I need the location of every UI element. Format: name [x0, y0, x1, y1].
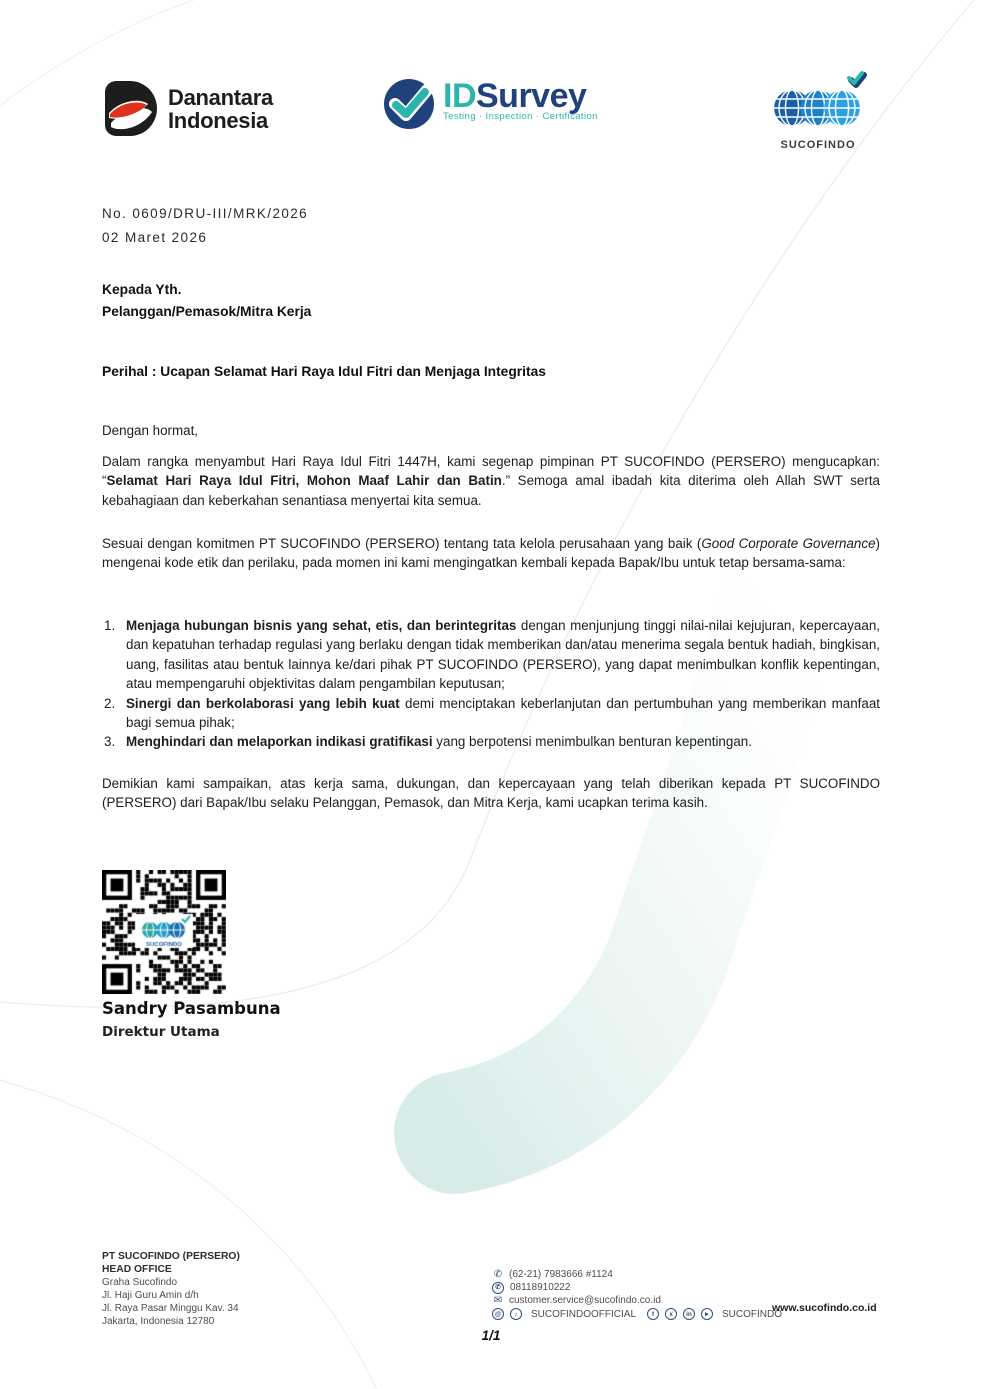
list-item-2-number: 2.: [104, 695, 116, 711]
tiktok-icon: ♪: [510, 1308, 522, 1320]
paragraph-1-text: Dalam rangka menyambut Hari Raya Idul Fitri 1447H, kami segenap pimpinan PT SUCOFINDO (PERSERO) mengucapkan: “: [102, 454, 880, 489]
linkedin-icon: in: [683, 1308, 695, 1320]
signer-name: Sandry Pasambuna: [102, 999, 281, 1018]
idsurvey-tagline: Testing · Inspection · Certification: [443, 111, 598, 122]
footer-address-line: Jl. Raya Pasar Minggu Kav. 34: [102, 1303, 239, 1314]
list-item-1-text: dengan menjunjung tinggi nilai-nilai kejujuran, kepercayaan, dan kepatuhan terhadap regulasi yang berlaku dengan tidak memberikan dan/atau menerima segala bentuk hadiah, bingkisan, uang, fasilitas atau bentuk lainnya ke/dari pihak PT SUCOFINDO (PERSERO), yang dapat menimbulkan konflik kepentingan, atau mempengaruhi objektivitas dalam pengambilan keputusan;: [126, 618, 880, 692]
qr-code: [102, 870, 226, 994]
footer-email-row: [492, 1294, 788, 1307]
footer-email[interactable]: customer.service@sucofindo.co.id: [509, 1295, 661, 1307]
footer-website[interactable]: www.sucofindo.co.id: [772, 1302, 877, 1314]
sucofindo-wordmark: SUCOFINDO: [780, 139, 856, 151]
list-item-3-bold: Menghindari dan melaporkan indikasi gratifikasi: [126, 734, 433, 750]
phone-icon: ✆: [493, 1269, 503, 1280]
idsurvey-wordmark: [443, 78, 598, 122]
paragraph-2-italic: Good Corporate Governance: [701, 536, 876, 551]
paragraph-1-text-end: .” Semoga amal ibadah kita diterima oleh Allah SWT serta kebahagiaan dan keberkahan senantiasa menyertai kita semua.: [102, 473, 880, 508]
footer-social-row: [492, 1308, 788, 1321]
danantara-icon: [103, 80, 157, 138]
list-item-1-bold: Menjaga hubungan bisnis yang sehat, etis, dan berintegritas: [126, 618, 517, 633]
danantara-line1: Danantara: [168, 85, 273, 110]
opening-salutation: Dengan hormat,: [102, 423, 199, 438]
paragraph-1: [102, 452, 880, 510]
list-item-3-text: yang berpotensi menimbulkan benturan kepentingan.: [432, 734, 752, 750]
page-number: 1/1: [481, 1328, 501, 1343]
list-item-2: [102, 694, 880, 733]
idsurvey-survey-text: Survey: [476, 77, 587, 115]
paragraph-2-text-end: ) mengenai kode etik dan perilaku, pada momen ini kami mengingatkan kembali kepada Bapak/Ibu untuk tetap bersama-sama:: [102, 536, 880, 571]
footer-address-block: [102, 1250, 240, 1328]
footer-address-line: Jl. Haji Guru Amin d/h: [102, 1290, 199, 1301]
list-item-2-text: demi menciptakan keberlanjutan dan pertumbuhan yang memberikan manfaat bagi semua pihak;: [126, 695, 880, 731]
footer-social-handle-2: SUCOFINDO: [722, 1308, 783, 1320]
danantara-line2: Indonesia: [168, 108, 268, 133]
instagram-icon: @: [492, 1308, 504, 1320]
footer-address-line: Graha Sucofindo: [102, 1277, 178, 1288]
idsurvey-logo: [383, 78, 598, 130]
idsurvey-check-icon: [383, 78, 435, 130]
list-item-2-bold: Sinergi dan berkolaborasi yang lebih kuat: [126, 695, 400, 711]
footer-whatsapp-row: [492, 1281, 788, 1294]
sucofindo-logo: [763, 70, 873, 151]
footer-contact-block: [492, 1268, 788, 1321]
paragraph-1-bold: Selamat Hari Raya Idul Fitri, Mohon Maaf Lahir dan Batin: [106, 473, 502, 489]
paragraph-2: [102, 534, 880, 573]
list-item-3: [102, 732, 880, 751]
footer-address-line: Jakarta, Indonesia 12780: [102, 1316, 215, 1327]
footer-phone-row: [492, 1268, 788, 1281]
closing-paragraph: Demikian kami sampaikan, atas kerja sama, dukungan, dan kepercayaan yang telah diberikan kepada PT SUCOFINDO (PERSERO) dari Bapak/Ibu selaku Pelanggan, Pemasok, dan Mitra Kerja, kami ucapkan terima kasih.: [102, 776, 880, 811]
danantara-logo: [103, 80, 273, 138]
list-item-1-number: 1.: [104, 618, 116, 633]
footer-social-handle-1: SUCOFINDOOFFICIAL: [531, 1308, 637, 1320]
youtube-icon: ►: [701, 1308, 713, 1320]
footer-company: PT SUCOFINDO (PERSERO): [102, 1251, 240, 1262]
x-icon: x: [665, 1308, 677, 1320]
list-item-3-number: 3.: [104, 734, 116, 750]
subject-line: Perihal : Ucapan Selamat Hari Raya Idul Fitri dan Menjaga Integritas: [102, 364, 546, 379]
signer-title: Direktur Utama: [102, 1024, 220, 1040]
signature-qr-block: [102, 870, 226, 999]
paragraph-2-text: Sesuai dengan komitmen PT SUCOFINDO (PERSERO) tentang tata kelola perusahaan yang baik (: [102, 536, 702, 551]
whatsapp-icon: ✆: [492, 1282, 504, 1294]
recipient-salutation: Kepada Yth.: [102, 282, 182, 297]
danantara-wordmark: [168, 86, 273, 132]
list-item-1: [102, 616, 880, 694]
footer-office: HEAD OFFICE: [102, 1264, 172, 1275]
recipient-block: [102, 279, 880, 323]
recipient-name: Pelanggan/Pemasok/Mitra Kerja: [102, 304, 312, 319]
idsurvey-id-text: ID: [443, 77, 476, 115]
email-icon: ✉: [493, 1295, 503, 1307]
footer-whatsapp: 08118910222: [510, 1282, 571, 1294]
sucofindo-globes-icon: [768, 70, 868, 132]
facebook-icon: f: [647, 1308, 659, 1320]
footer-phone: (62-21) 7983666 #1124: [509, 1269, 613, 1280]
commitment-list: [102, 616, 880, 752]
letter-date: 02 Maret 2026: [102, 230, 208, 245]
letter-number: No. 0609/DRU-III/MRK/2026: [102, 206, 309, 221]
